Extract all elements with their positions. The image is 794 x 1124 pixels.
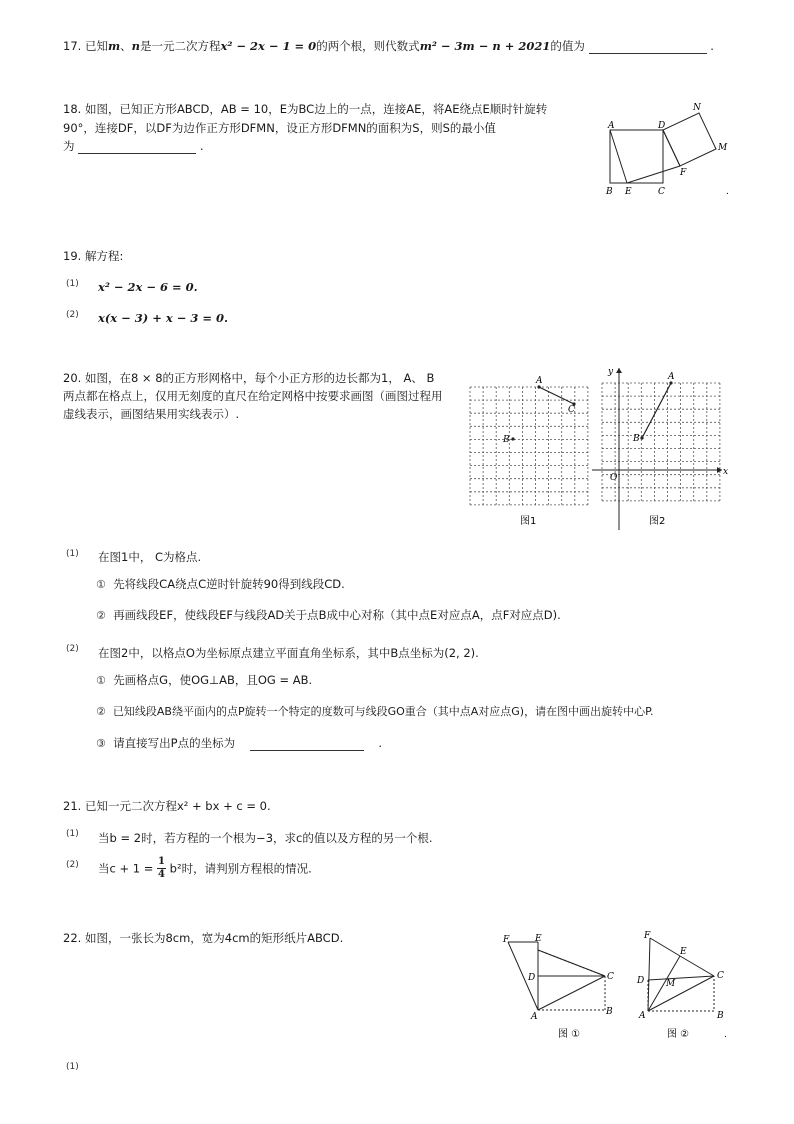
- q20-figure-1: [462, 370, 592, 530]
- svg-text:B: B: [717, 1011, 724, 1021]
- svg-text:A: A: [639, 1011, 646, 1021]
- q20-p1-ii: ② 再画线段EF，使线段EF与线段AD关于点B成中心对称（其中点E对应点A，点F对应点D).: [96, 608, 561, 622]
- q18-line1: 18. 如图，已知正方形ABCD，AB = 10，E为BC边上的一点，连接AE，将AE绕点E顺时针旋转: [63, 102, 548, 116]
- q17-answer-blank[interactable]: [589, 53, 707, 54]
- q20-p1-text: 在图1中， C为格点.: [98, 550, 202, 564]
- q19-p1-equation: x² − 2x − 6 = 0.: [98, 280, 198, 294]
- q20-p2-i: ① 先画格点G，使OG⊥AB，且OG = AB.: [96, 673, 313, 687]
- q18-line2: 90°，连接DF，以DF为边作正方形DFMN，设正方形DFMN的面积为S，则S的最小值: [63, 121, 496, 135]
- q22-fig1-caption: 图 ①: [558, 1029, 581, 1040]
- svg-text:.: .: [724, 1030, 727, 1040]
- q18-label-m: M: [718, 143, 728, 153]
- q18-label-e: E: [625, 187, 632, 197]
- svg-text:F: F: [503, 935, 510, 945]
- svg-text:D: D: [637, 976, 645, 986]
- q20-p-coordinate-blank[interactable]: [250, 750, 364, 751]
- q18-label-c: C: [658, 187, 665, 197]
- q20-line2: 两点都在格点上，仅用无刻度的直尺在给定网格中按要求画图（画图过程用: [63, 389, 443, 403]
- q19-title: 19. 解方程:: [63, 249, 124, 263]
- q18-label-d: D: [658, 121, 666, 131]
- svg-text:A: A: [531, 1012, 538, 1022]
- q22-p1-number: (1): [66, 1062, 79, 1072]
- q20-p2-ii: ② 已知线段AB绕平面内的点P旋转一个特定的度数可与线段GO重合（其中点A对应点G)，请在图中画出旋转中心P.: [96, 705, 654, 718]
- fig2-origin: O: [610, 473, 618, 483]
- q21-p1-text: 当b = 2时，若方程的一个根为−3，求c的值以及方程的另一个根.: [98, 831, 433, 845]
- q21-p2-number: (2): [66, 860, 79, 870]
- svg-text:C: C: [607, 972, 614, 982]
- q20-line3: 虚线表示，画图结果用实线表示）.: [63, 407, 240, 421]
- q22-figure-1: [500, 930, 625, 1045]
- q21-p2-text: 当c + 1 = $\frac{1}{4}$ b²时，请判别方程根的情况.: [98, 856, 312, 880]
- fig1-label-c: C: [568, 405, 575, 415]
- fig2-axis-y: y: [608, 367, 614, 377]
- svg-text:M: M: [666, 979, 676, 989]
- fig2-label-a: A: [668, 372, 675, 382]
- q20-figure-2: [592, 364, 732, 530]
- q20-p1-i: ① 先将线段CA绕点C逆时针旋转90得到线段CD.: [96, 577, 345, 591]
- q20-line1: 20. 如图，在8 × 8的正方形网格中，每个小正方形的边长都为1， A、 B: [63, 371, 435, 385]
- svg-text:E: E: [680, 947, 687, 957]
- q21-title: 21. 已知一元二次方程x² + bx + c = 0.: [63, 799, 271, 813]
- q18-label-f: F: [680, 168, 687, 178]
- svg-text:D: D: [528, 973, 536, 983]
- fig1-label-b: B: [503, 435, 510, 445]
- fig1-label-a: A: [536, 376, 543, 386]
- q18-label-a: A: [608, 121, 615, 131]
- q19-p1-number: (1): [66, 279, 79, 289]
- q19-p2-number: (2): [66, 310, 79, 320]
- q20-p2-text: 在图2中，以格点O为坐标原点建立平面直角坐标系，其中B点坐标为(2, 2).: [98, 646, 479, 660]
- fig2-axis-x: x: [723, 467, 729, 477]
- q18-answer-blank[interactable]: [78, 153, 196, 154]
- svg-text:F: F: [644, 931, 651, 941]
- q19-p2-equation: x(x − 3) + x − 3 = 0.: [98, 311, 229, 325]
- q20-p2-number: (2): [66, 644, 79, 654]
- q18-label-n: N: [693, 103, 701, 113]
- q18-line3: 为 .: [63, 139, 204, 153]
- q18-label-b: B: [606, 187, 613, 197]
- fig2-label-b: B: [633, 434, 640, 444]
- fig1-caption: 图1: [520, 516, 537, 527]
- svg-text:E: E: [535, 934, 542, 944]
- q22-fig2-caption: 图 ②: [667, 1029, 690, 1040]
- q20-p2-iii: ③ 请直接写出P点的坐标为 .: [96, 736, 383, 750]
- q20-p1-number: (1): [66, 549, 79, 559]
- q17-stem: 17. 已知m、n是一元二次方程x² − 2x − 1 = 0的两个根，则代数式m² − 3m − n + 2021的值为 .: [63, 39, 714, 53]
- q22-figure-2: [632, 928, 742, 1045]
- q22-title: 22. 如图，一张长为8cm，宽为4cm的矩形纸片ABCD.: [63, 931, 344, 945]
- q21-fraction: $\frac{1}{4}$: [158, 856, 166, 880]
- fig2-caption: 图2: [649, 516, 666, 527]
- q21-p1-number: (1): [66, 829, 79, 839]
- svg-text:C: C: [717, 971, 724, 981]
- svg-text:.: .: [726, 187, 729, 197]
- q18-figure: [600, 98, 740, 200]
- svg-text:B: B: [606, 1007, 613, 1017]
